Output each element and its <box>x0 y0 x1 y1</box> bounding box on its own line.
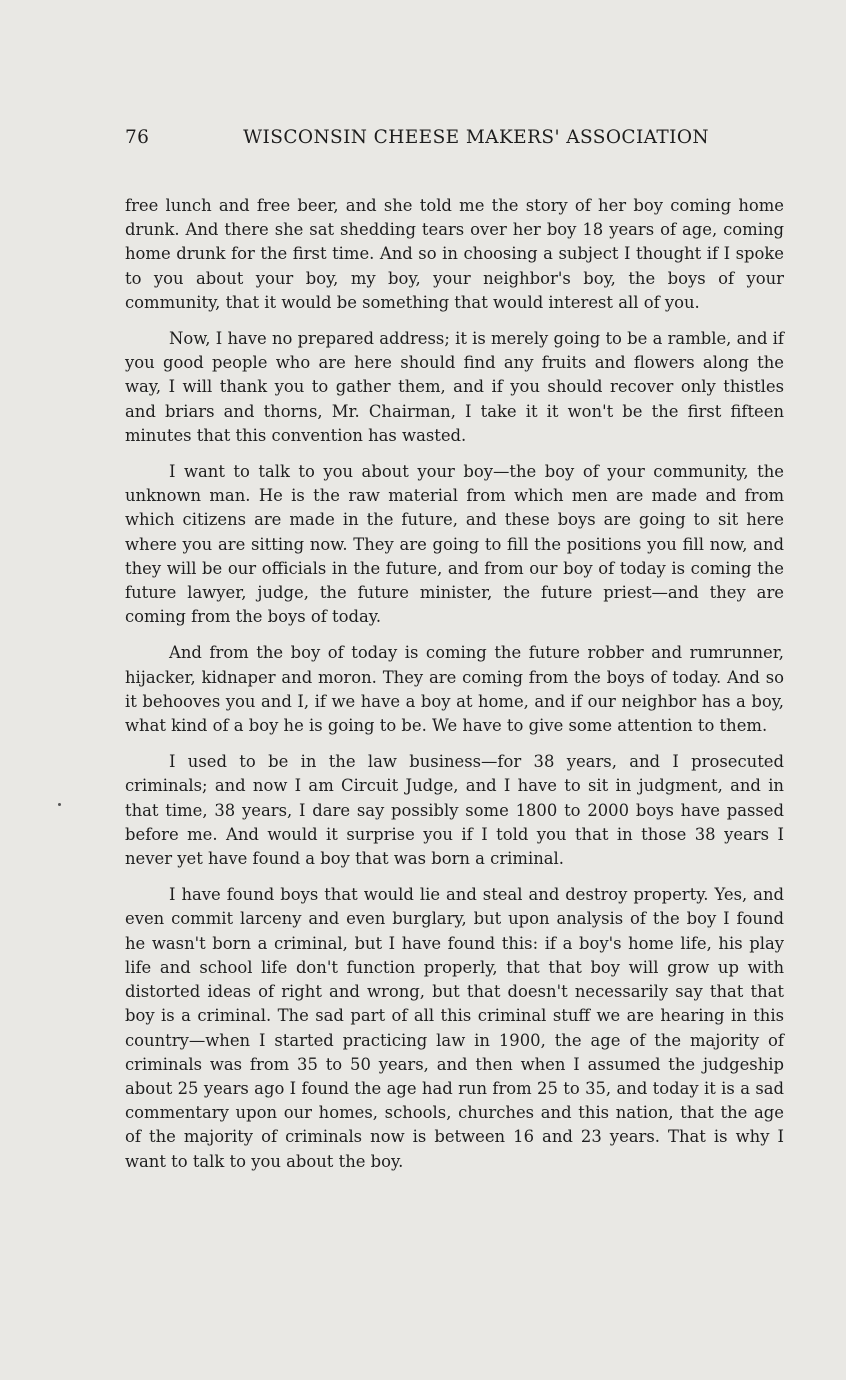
running-title: WISCONSIN CHEESE MAKERS' ASSOCIATION <box>243 127 709 148</box>
paragraph-your-boy: I want to talk to you about your boy—the boy of your community, the unknown man. He is the raw material from which men are made and from which citizens are made in the future, and these boys are going to sit here where you are sitting now. They are going to fill the positions you fill now, and they will be our officials in the future, and from our boy of today is coming the future lawyer, judge, the future minister, the future priest—and they are coming from the boys of today. <box>125 462 784 627</box>
paragraph-law-business: I used to be in the law business—for 38 years, and I prosecuted criminals; and now I am Circuit Judge, and I have to sit in judgment, and in that time, 38 years, I dare say possibly some 1800 to 2000 boys have passed before me. And would it surprise you if I told you that in those 38 years I never yet have found a boy that was born a criminal. <box>125 752 784 869</box>
paragraph-continued: free lunch and free beer, and she told me the story of her boy coming home drunk. And there she sat shedding tears over her boy 18 years of age, coming home drunk for the first time. And so in choosing a subject I thought if I spoke to you about your boy, my boy, your neighbor's boy, the boys of your community, that it would be something that would interest all of you. <box>125 196 784 312</box>
paragraph-found-boys: I have found boys that would lie and steal and destroy property. Yes, and even commit larceny and even burglary, but upon analysis of the boy I found he wasn't born a criminal, but I have found this: if a boy's home life, his play life and school life don't function properly, that that boy will grow up with distorted ideas of right and wrong, but that doesn't necessarily say that that boy is a criminal. The sad part of all this criminal stuff we are hearing in this country—when I started practicing law in 1900, the age of the majority of criminals was from 35 to 50 years, and then when I assumed the judgeship about 25 years ago I found the age had run from 25 to 35, and today it is a sad commentary upon our homes, schools, churches and this nation, that the age of the majority of criminals now is between 16 and 23 years. That is why I want to talk to you about the boy. <box>125 885 784 1171</box>
paragraph-boy-of-today: And from the boy of today is coming the future robber and rumrunner, hijacker, kidnaper and moron. They are coming from the boys of today. And so it behooves you and I, if we have a boy at home, and if our neighbor has a boy, what kind of a boy he is going to be. We have to give some attention to them. <box>125 643 784 736</box>
page-number: 76 <box>125 127 150 148</box>
running-header <box>125 127 709 153</box>
stray-ink-dot <box>58 803 61 806</box>
paragraph-prepared-address: Now, I have no prepared address; it is merely going to be a ramble, and if you good people who are here should find any fruits and flowers along the way, I will thank you to gather them, and if you should recover only thistles and briars and thorns, Mr. Chairman, I take it it won't be the first fifteen minutes that this convention has wasted. <box>125 329 784 445</box>
body-text <box>125 194 784 1186</box>
